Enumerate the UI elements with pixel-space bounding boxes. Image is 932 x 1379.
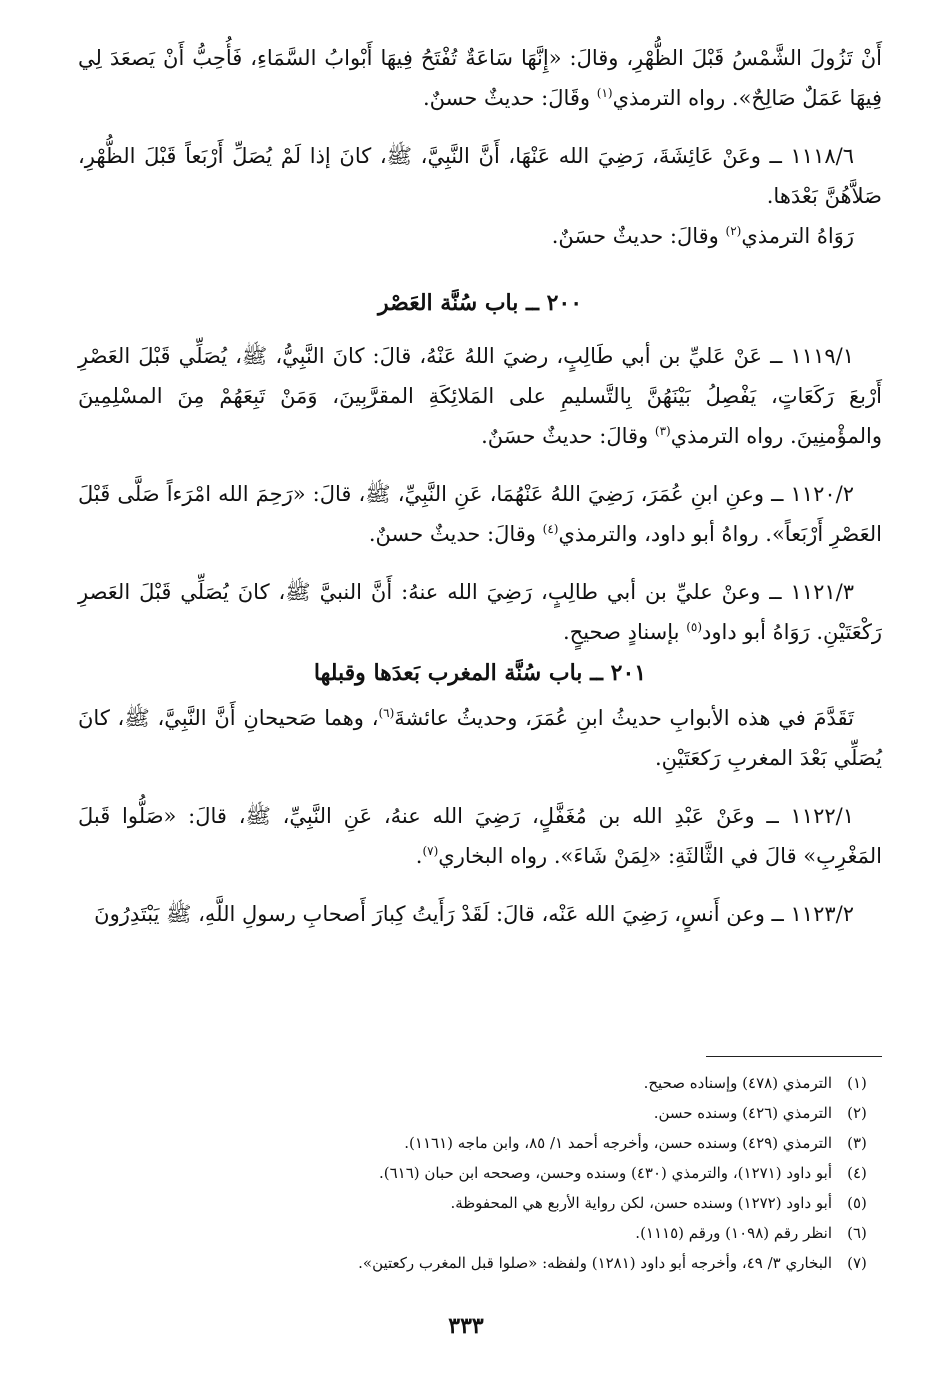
footnote-ref[interactable]: (٦) (378, 706, 395, 720)
hadith-text: ١١٢٠/٢ ــ وعنِ ابنِ عُمَرَ، رَضِيَ اللهُ عَنْهُمَا، عَنِ النَّبِيِّ، ﷺ، قالَ: «رَحِمَ الله امْرَءاً صَلَّى قَبْلَ العَصْرِ أَرْبَعاً». رواهُ أبو داود، والترمذي (78, 482, 882, 546)
footnote-text: أبو داود (١٢٧٢) وسنده حسن، لكن رواية الأربع هي المحفوظة. (450, 1194, 832, 1212)
hadith-1121 (78, 572, 882, 652)
hadith-1123 (78, 894, 882, 934)
hadith-text: . (415, 844, 423, 868)
footnote-ref[interactable]: (١) (596, 86, 613, 100)
chapter-heading-200: ٢٠٠ ــ باب سُنَّة العَصْر (377, 290, 583, 316)
hadith-1119 (78, 336, 882, 456)
footnote-text: انظر رقم (١٠٩٨) ورقم (١١١٥). (635, 1224, 832, 1242)
hadith-text: ١١٢١/٣ ــ وعنْ عليِّ بن أبي طالِبٍ، رَضِيَ الله عنهُ: أَنَّ النبيَّ ﷺ، كانَ يُصَلِّي قَبْلَ العَصرِ رَكْعَتَيْنِ. رَوَاهُ أبو داود (78, 580, 882, 644)
footnote-text: الترمذي (٤٧٨) وإسناده صحيح. (643, 1074, 832, 1092)
footnote-number: (٣) (847, 1134, 867, 1152)
footnote-item (78, 1128, 882, 1158)
footnote-text: الترمذي (٤٢٩) وسنده حسن، وأخرجه أحمد ١/ ٨٥، وابن ماجه (١١٦١). (404, 1134, 832, 1152)
hadith-source: رَوَاهُ الترمذي (741, 224, 854, 248)
hadith-1118-source (78, 216, 882, 256)
paragraph-201-intro (78, 698, 882, 778)
footnote-text: أبو داود (١٢٧١)، والترمذي (٤٣٠) وسنده وحسن، وصححه ابن حبان (٦١٦). (378, 1164, 832, 1182)
paragraph-text: ، وهما صَحيحانِ أَنَّ النَّبِيَّ، ﷺ، كانَ يُصَلِّي بَعْدَ المغربِ رَكعَتَيْنِ. (78, 706, 882, 770)
footnote-number: (٤) (847, 1164, 867, 1182)
footnote-number: (٢) (847, 1104, 867, 1122)
footnote-divider (706, 1056, 882, 1057)
footnote-ref[interactable]: (٧) (422, 844, 439, 858)
hadith-text: ١١١٩/١ ــ عَنْ عَليِّ بن أبي طَالِبٍ، رضيَ اللهُ عَنْهُ، قالَ: كانَ النَّبِيُّ، ﷺ، يُصَلِّي قَبْلَ العَصْرِ أَرْبعَ رَكَعَاتٍ، يَفْصِلُ بَيْنَهُنَّ بِالتَّسليمِ على المَلائِكَةِ المقرَّبِينَ، وَمَنْ تَبِعَهُمْ مِنَ المسْلِمِينَ والمؤْمنِينَ. رواه الترمذي (78, 344, 882, 448)
footnotes (78, 1068, 882, 1278)
hadith-1118 (78, 136, 882, 216)
hadith-text: ١١٢٣/٢ ــ وعن أَنسٍ، رَضِيَ الله عَنْه، قالَ: لَقَدْ رَأَيتُ كِبارَ أَصحابِ رسولِ اللَّهِ، ﷺ يَبْتَدِرُونَ (94, 902, 854, 926)
footnote-item (78, 1188, 882, 1218)
paragraph-text: أَنْ تَزُولَ الشَّمْسُ قَبْلَ الظُّهْرِ، وقالَ: «إِنَّهَا سَاعَةٌ تُفْتَحُ فِيهَا أَبْوابُ السَّمَاءِ، فَأُحِبُّ أَنْ يَصعَدَ لِي فِيهَا عَمَلٌ صَالِحٌ». رواه الترمذي (78, 46, 882, 110)
footnote-item (78, 1218, 882, 1248)
footnote-number: (١) (847, 1074, 867, 1092)
footnote-ref[interactable]: (٣) (654, 424, 671, 438)
hadith-grading: وقالَ: حديثٌ حسنٌ. (368, 522, 543, 546)
chapter-heading-201: ٢٠١ ــ باب سُنَّة المغرب بَعدَها وقبلها (313, 660, 647, 686)
footnote-item (78, 1158, 882, 1188)
hadith-1122 (78, 796, 882, 876)
footnote-number: (٦) (847, 1224, 867, 1242)
paragraph-text: وقَالَ: حديثٌ حسنٌ. (422, 86, 597, 110)
footnote-item (78, 1248, 882, 1278)
footnote-text: الترمذي (٤٢٦) وسنده حسن. (653, 1104, 832, 1122)
footnote-ref[interactable]: (٢) (725, 224, 742, 238)
footnote-text: البخاري ٣/ ٤٩، وأخرجه أبو داود (١٢٨١) ولفظه: «صلوا قبل المغرب ركعتين». (358, 1254, 832, 1272)
page-body (78, 38, 882, 934)
paragraph-continuation (78, 38, 882, 118)
hadith-text: ١١٢٢/١ ــ وعَنْ عَبْدِ الله بن مُغَفَّلٍ، رَضِيَ الله عنهُ، عَنِ النَّبِيِّ، ﷺ، قالَ: «صَلُّوا قَبلَ المَغْرِبِ» قالَ في الثَّالثَةِ: «لِمَنْ شَاءَ». رواه البخاري (78, 804, 882, 868)
paragraph-text: تَقَدَّمَ في هذه الأبوابِ حديثُ ابنِ عُمَرَ، وحديثُ عائشةَ (394, 706, 854, 730)
hadith-text: ١١١٨/٦ ــ وعَنْ عَائِشَةَ، رَضِيَ الله عَنْهَا، أَنَّ النَّبِيَّ، ﷺ، كانَ إذا لَمْ يُصَلِّ أَرْبَعاً قَبْلَ الظُّهْرِ، صَلاَّهُنَّ بَعْدَها. (78, 144, 882, 208)
hadith-1120 (78, 474, 882, 554)
page-number: ٣٣٣ (448, 1313, 484, 1339)
footnote-item (78, 1098, 882, 1128)
footnote-item (78, 1068, 882, 1098)
footnote-ref[interactable]: (٥) (686, 620, 703, 634)
footnote-number: (٥) (847, 1194, 867, 1212)
footnote-ref[interactable]: (٤) (542, 522, 559, 536)
hadith-grading: وقالَ: حديثٌ حسَنٌ. (551, 224, 726, 248)
hadith-grading: وقالَ: حديثٌ حسَنٌ. (481, 424, 655, 448)
hadith-grading: بإسنادٍ صحيحٍ. (562, 620, 687, 644)
footnote-number: (٧) (847, 1254, 867, 1272)
